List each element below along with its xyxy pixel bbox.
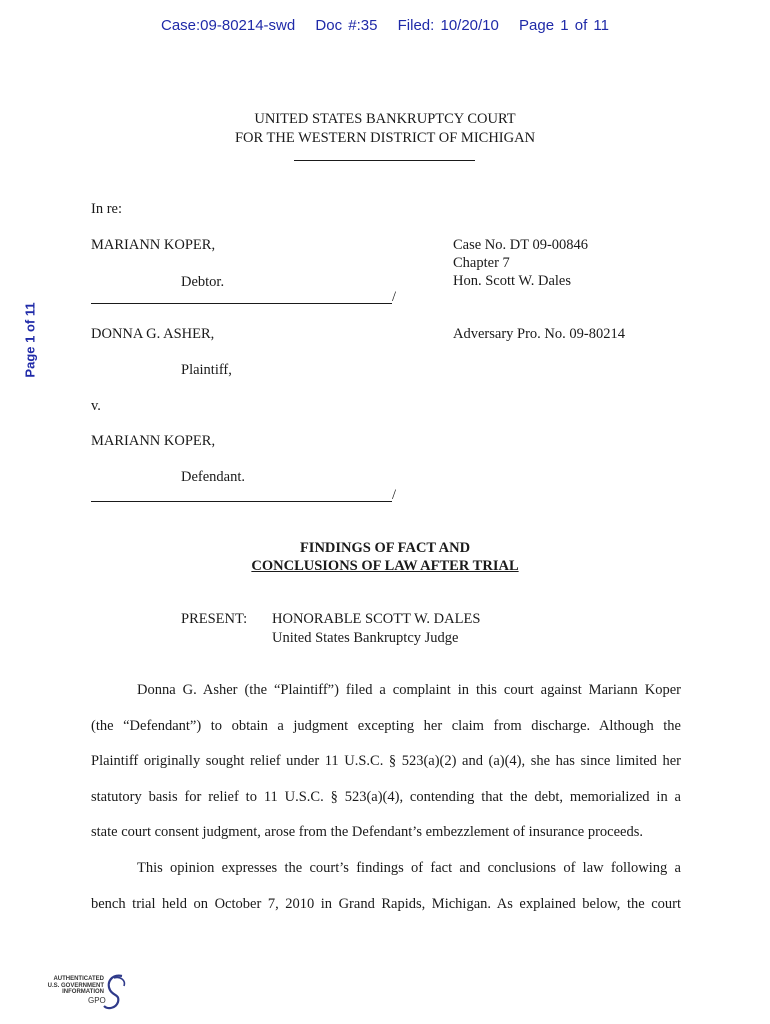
paragraph-line: Plaintiff originally sought relief under 11 U.S.C. § 523(a)(2) and (a)(4), she has since limited her <box>91 753 681 770</box>
caption-slash-2: / <box>392 487 397 503</box>
present-judge-name: HONORABLE SCOTT W. DALES <box>272 611 481 627</box>
paragraph-line: state court consent judgment, arose from the Defendant’s embezzlement of insurance proceeds. <box>91 824 643 841</box>
defendant-name: MARIANN KOPER, <box>91 433 216 449</box>
plaintiff-role: Plaintiff, <box>181 362 232 378</box>
doc-number-stamp: Doc #:35 <box>315 17 378 34</box>
paragraph-line: statutory basis for relief to 11 U.S.C. § 523(a)(4), contending that the debt, memorialized in a <box>91 788 681 805</box>
document-title-line1: FINDINGS OF FACT AND <box>299 540 471 556</box>
case-number-stamp: Case:09-80214-swd <box>160 17 296 34</box>
side-page-stamp: Page 1 of 11 <box>22 302 38 378</box>
caption-rule-1 <box>91 303 392 304</box>
present-judge-office: United States Bankruptcy Judge <box>272 630 459 646</box>
paragraph-line: This opinion expresses the court’s findings of fact and conclusions of law following a <box>137 860 681 876</box>
filed-date-stamp: Filed: 10/20/10 <box>397 17 499 34</box>
caption-slash-1: / <box>392 289 397 305</box>
presiding-judge: Hon. Scott W. Dales <box>453 273 572 289</box>
in-re-label: In re: <box>91 201 122 217</box>
adversary-number: Adversary Pro. No. 09-80214 <box>453 326 625 342</box>
paragraph-line: Donna G. Asher (the “Plaintiff”) filed a complaint in this court against Mariann Koper <box>137 682 681 698</box>
gpo-logo-text: AUTHENTICATED U.S. GOVERNMENT INFORMATION <box>47 976 104 995</box>
gpo-logo-mark: GPO <box>88 996 106 1005</box>
chapter: Chapter 7 <box>453 255 510 271</box>
debtor-name: MARIANN KOPER, <box>91 237 216 253</box>
versus-label: v. <box>91 398 101 414</box>
caption-rule-2 <box>91 501 392 502</box>
gpo-authentication-logo <box>42 970 132 1016</box>
debtor-role: Debtor. <box>181 274 225 290</box>
court-name-line2: FOR THE WESTERN DISTRICT OF MICHIGAN <box>234 130 536 146</box>
document-title-line2: CONCLUSIONS OF LAW AFTER TRIAL <box>251 558 519 574</box>
defendant-role: Defendant. <box>181 469 246 485</box>
court-heading-rule <box>294 160 475 161</box>
filing-stamp-header <box>0 17 770 34</box>
paragraph-line: (the “Defendant”) to obtain a judgment excepting her claim from discharge. Although the <box>91 717 681 734</box>
court-name-line1: UNITED STATES BANKRUPTCY COURT <box>254 111 516 127</box>
case-number: Case No. DT 09-00846 <box>453 237 589 253</box>
opinion-paragraph-2 <box>91 851 681 922</box>
present-label: PRESENT: <box>181 611 248 627</box>
plaintiff-name: DONNA G. ASHER, <box>91 326 215 342</box>
page-number-stamp: Page 1 of 11 <box>519 17 610 34</box>
opinion-paragraph-1 <box>91 673 681 851</box>
paragraph-line: bench trial held on October 7, 2010 in Grand Rapids, Michigan. As explained below, the court <box>91 895 681 912</box>
eagle-icon <box>100 972 130 1012</box>
